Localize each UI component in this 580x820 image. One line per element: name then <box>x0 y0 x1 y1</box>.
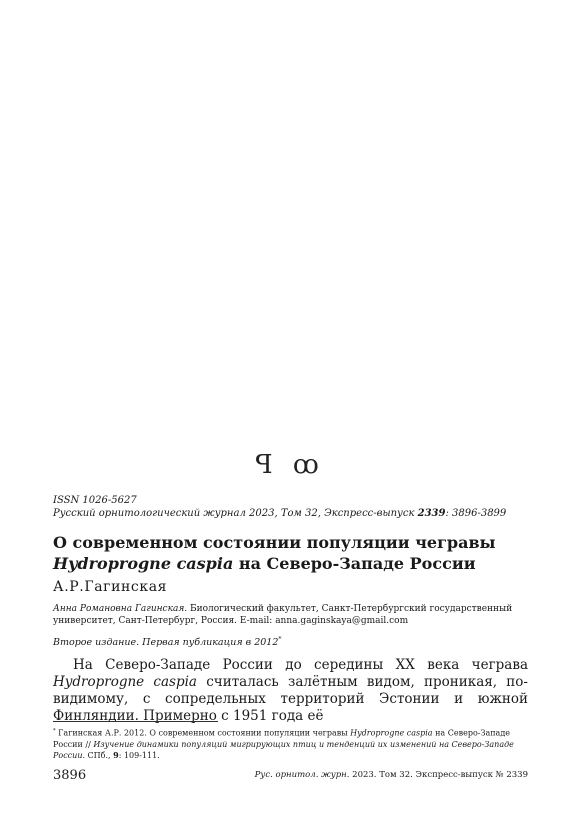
issn-line: ISSN 1026-5627 <box>53 495 137 506</box>
footnote: * Гагинская А.Р. 2012. О современном состоянии популяции чегравы Hydroprogne caspia на Северо-Западе России // Изучение динамики популяций мигрирующих птиц и тенденций их изменений на Северо-Западе России. СПб., 9: 109-111. <box>53 728 514 760</box>
body-species: Hydroprogne caspia <box>53 674 197 690</box>
issue-number: 2339 <box>417 508 446 519</box>
footnote-marker: * <box>278 636 282 643</box>
edition-note: Второе издание. Первая публикация в 2012* <box>53 636 282 649</box>
footnote-divider <box>53 721 218 722</box>
title-species: Hydroprogne caspia <box>53 554 234 573</box>
author-name: А.Р.Гагинская <box>53 579 168 595</box>
journal-header <box>53 494 528 520</box>
page-number: 3896 <box>53 768 87 783</box>
body-paragraph: На Северо-Западе России до середины XX века чеграва Hydroprogne caspia считалась залётным видом, проникая, по-видимому, с сопредельных территорий Эстонии и южной Финляндии. Примерно с 1951 года её <box>53 657 528 724</box>
citation-line: Русский орнитологический журнал 2023, Том 32, Экспресс-выпуск 2339: 3896-3899 <box>53 508 507 519</box>
decorative-ornament: ꟼ ꝏ <box>255 450 325 480</box>
author-affiliation: Анна Романовна Гагинская. Биологический факультет, Санкт-Петербургский государственный университет, Сант-Петербург, Россия. E-mail: anna.gaginskaya@gmail.com <box>53 604 513 626</box>
article-title: О современном состоянии популяции чегравы Hydroprogne caspia на Северо-Западе России <box>53 533 496 573</box>
running-footer: Рус. орнитол. журн. 2023. Том 32. Экспресс-выпуск № 2339 <box>254 770 528 780</box>
affiliation-name: Анна Романовна Гагинская <box>53 604 185 614</box>
